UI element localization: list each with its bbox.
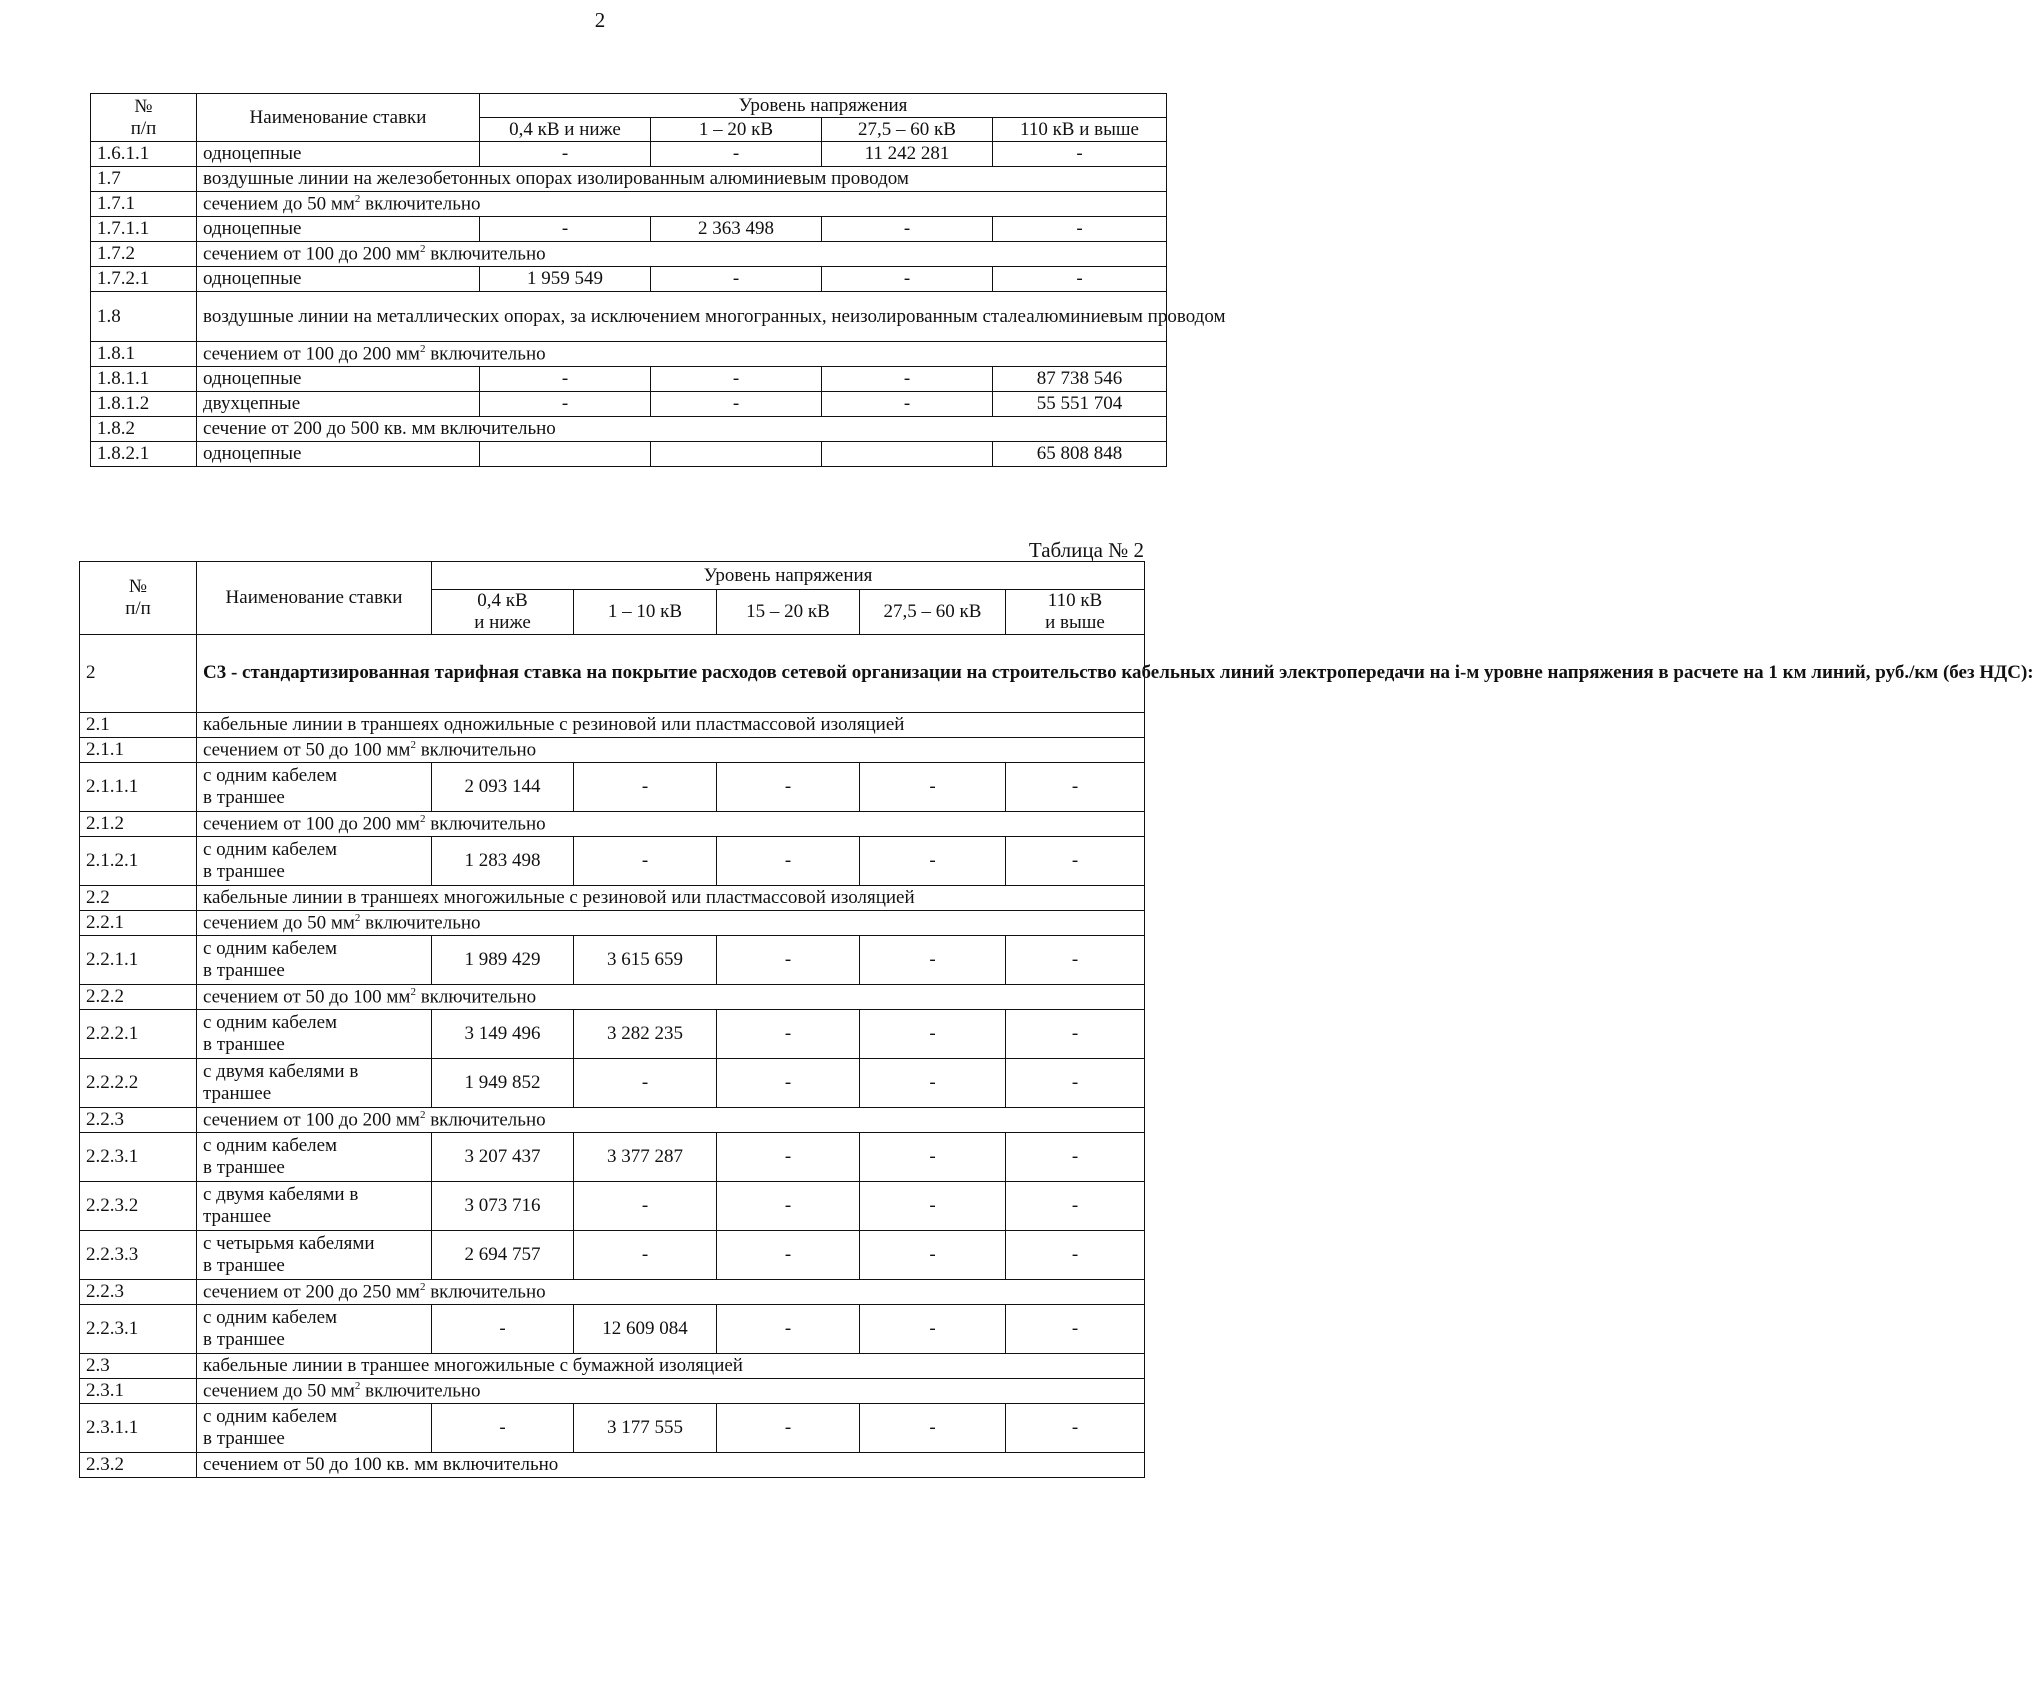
rate-value: -: [822, 367, 993, 392]
rate-value: -: [860, 762, 1006, 811]
rate-value: -: [822, 267, 993, 292]
table-row: [80, 885, 1145, 910]
table-row: [91, 267, 1167, 292]
header-voltage-group: Уровень напряжения: [432, 562, 1145, 590]
table-row: [80, 1132, 1145, 1181]
rate-value: -: [860, 1230, 1006, 1279]
table-row: [80, 1353, 1145, 1378]
rate-value: -: [651, 142, 822, 167]
row-description: воздушные линии на металлических опорах, за исключением многогранных, неизолированным сталеалюминиевым проводом: [197, 292, 1167, 342]
row-number: 2.2.3.1: [80, 1132, 197, 1181]
rate-name: двухцепные: [197, 392, 480, 417]
rate-value: 87 738 546: [993, 367, 1167, 392]
rate-value: -: [860, 1132, 1006, 1181]
table-row: [91, 392, 1167, 417]
header-voltage-level: 0,4 кВ и ниже: [480, 118, 651, 142]
rate-value: 3 177 555: [574, 1403, 717, 1452]
row-number: 1.7.2: [91, 242, 197, 267]
table-row: [80, 836, 1145, 885]
rate-value: -: [1006, 1058, 1145, 1107]
section-title: С3 - стандартизированная тарифная ставка на покрытие расходов сетевой организации на строительство кабельных линий электропередачи на i-м уровне напряжения в расчете на 1 км линий, руб./км (без НДС):: [197, 634, 1145, 712]
header-voltage-level: 27,5 – 60 кВ: [822, 118, 993, 142]
row-description: сечением от 100 до 200 $мм^2$ включительно: [197, 811, 1145, 836]
rate-value: 2 363 498: [651, 217, 822, 242]
rate-value: -: [574, 1058, 717, 1107]
rate-name: одноцепные: [197, 267, 480, 292]
row-number: 2.2.2.2: [80, 1058, 197, 1107]
header-name: Наименование ставки: [197, 94, 480, 142]
rate-value: 3 615 659: [574, 935, 717, 984]
table-row: [80, 1304, 1145, 1353]
row-description: сечением от 50 до 100 $мм^2$ включительно: [197, 984, 1145, 1009]
table-row: [80, 712, 1145, 737]
header-num: № п/п: [91, 94, 197, 142]
rate-value: -: [717, 1304, 860, 1353]
rate-value: -: [717, 1058, 860, 1107]
table-row: [80, 984, 1145, 1009]
table-row: [91, 367, 1167, 392]
table-row: [80, 1378, 1145, 1403]
rate-value: 1 283 498: [432, 836, 574, 885]
table-row: [80, 1452, 1145, 1477]
rate-name: с одним кабелем в траншее: [197, 935, 432, 984]
table-row: [80, 1403, 1145, 1452]
table-row: [91, 217, 1167, 242]
header-voltage-level: 1 – 20 кВ: [651, 118, 822, 142]
table-row: [80, 1107, 1145, 1132]
table-row: [80, 935, 1145, 984]
row-number: 1.6.1.1: [91, 142, 197, 167]
row-description: кабельные линии в траншеях одножильные с резиновой или пластмассовой изоляцией: [197, 712, 1145, 737]
rate-name: с одним кабелем в траншее: [197, 1132, 432, 1181]
rate-value: -: [993, 142, 1167, 167]
row-number: 2.2.3: [80, 1107, 197, 1132]
table-row: [91, 417, 1167, 442]
header-voltage-level: 15 – 20 кВ: [717, 590, 860, 635]
row-number: 2.1.2.1: [80, 836, 197, 885]
rate-value: -: [1006, 836, 1145, 885]
row-description: сечением от 50 до 100 $мм^2$ включительно: [197, 737, 1145, 762]
rate-value: 3 207 437: [432, 1132, 574, 1181]
rate-value: -: [1006, 935, 1145, 984]
table-row: [80, 1230, 1145, 1279]
table-row: [91, 292, 1167, 342]
row-number: 1.8.1: [91, 342, 197, 367]
rate-name: одноцепные: [197, 217, 480, 242]
row-number: 2.1.2: [80, 811, 197, 836]
rate-value: [480, 442, 651, 467]
table-row: [80, 1058, 1145, 1107]
page-number: 2: [594, 8, 606, 32]
rate-value: -: [717, 1403, 860, 1452]
rate-value: -: [860, 1403, 1006, 1452]
rate-value: -: [860, 836, 1006, 885]
rate-value: -: [822, 217, 993, 242]
table-row: [91, 442, 1167, 467]
row-number: 1.7.2.1: [91, 267, 197, 292]
row-number: 2.2.3.3: [80, 1230, 197, 1279]
rate-value: [651, 442, 822, 467]
row-number: 2: [80, 634, 197, 712]
rate-value: 1 959 549: [480, 267, 651, 292]
row-number: 1.8.2.1: [91, 442, 197, 467]
table-row: [80, 910, 1145, 935]
table-row: [80, 737, 1145, 762]
rate-value: [822, 442, 993, 467]
rates-table-1: [90, 93, 1226, 467]
rate-value: -: [651, 267, 822, 292]
rate-value: -: [1006, 762, 1145, 811]
rate-value: -: [860, 1009, 1006, 1058]
rate-value: -: [993, 267, 1167, 292]
row-number: 1.7.1: [91, 192, 197, 217]
row-number: 1.7: [91, 167, 197, 192]
rate-value: -: [717, 762, 860, 811]
table-row: [91, 342, 1167, 367]
rate-value: -: [651, 392, 822, 417]
rate-value: -: [717, 836, 860, 885]
rate-value: -: [717, 935, 860, 984]
table-row: [80, 634, 1145, 712]
row-number: 1.8.2: [91, 417, 197, 442]
rate-value: -: [993, 217, 1167, 242]
rate-value: 3 149 496: [432, 1009, 574, 1058]
rate-value: -: [480, 367, 651, 392]
row-number: 2.1.1.1: [80, 762, 197, 811]
rate-value: -: [717, 1181, 860, 1230]
rates-table-2: [79, 561, 2034, 1478]
rate-value: -: [480, 142, 651, 167]
row-number: 2.2.2: [80, 984, 197, 1009]
rate-value: -: [480, 392, 651, 417]
row-number: 2.2.1.1: [80, 935, 197, 984]
rate-value: -: [1006, 1304, 1145, 1353]
rate-name: с одним кабелем в траншее: [197, 762, 432, 811]
rate-name: одноцепные: [197, 142, 480, 167]
row-description: кабельные линии в траншеях многожильные с резиновой или пластмассовой изоляцией: [197, 885, 1145, 910]
rate-value: 3 073 716: [432, 1181, 574, 1230]
rate-name: с одним кабелем в траншее: [197, 1403, 432, 1452]
row-description: сечением от 100 до 200 $мм^2$ включительно: [197, 242, 1167, 267]
rate-value: -: [574, 1181, 717, 1230]
rate-value: -: [1006, 1132, 1145, 1181]
header-voltage-level: 27,5 – 60 кВ: [860, 590, 1006, 635]
header-voltage-level: 1 – 10 кВ: [574, 590, 717, 635]
row-number: 2.3: [80, 1353, 197, 1378]
row-number: 2.2: [80, 885, 197, 910]
rate-value: -: [717, 1230, 860, 1279]
rate-value: -: [574, 1230, 717, 1279]
table-row: [80, 762, 1145, 811]
row-number: 2.2.1: [80, 910, 197, 935]
header-voltage-group: Уровень напряжения: [480, 94, 1167, 118]
rate-value: -: [860, 935, 1006, 984]
rate-name: с двумя кабелями в траншее: [197, 1058, 432, 1107]
row-number: 2.2.3: [80, 1279, 197, 1304]
rate-value: 1 949 852: [432, 1058, 574, 1107]
row-description: сечением от 50 до 100 кв. мм включительно: [197, 1452, 1145, 1477]
rate-value: -: [1006, 1009, 1145, 1058]
row-number: 2.3.1: [80, 1378, 197, 1403]
row-number: 2.2.3.1: [80, 1304, 197, 1353]
rate-value: 2 093 144: [432, 762, 574, 811]
table-row: [91, 242, 1167, 267]
row-number: 1.8.1.1: [91, 367, 197, 392]
row-description: сечением от 100 до 200 $мм^2$ включительно: [197, 1107, 1145, 1132]
rate-value: -: [1006, 1230, 1145, 1279]
rate-value: 11 242 281: [822, 142, 993, 167]
row-number: 2.2.3.2: [80, 1181, 197, 1230]
header-row: [80, 562, 1145, 590]
header-voltage-level: 110 кВ и выше: [1006, 590, 1145, 635]
rate-name: с двумя кабелями в траншее: [197, 1181, 432, 1230]
rate-value: -: [717, 1132, 860, 1181]
rate-name: одноцепные: [197, 442, 480, 467]
rate-value: -: [574, 762, 717, 811]
rate-value: 55 551 704: [993, 392, 1167, 417]
rate-name: с одним кабелем в траншее: [197, 1009, 432, 1058]
rate-value: -: [1006, 1403, 1145, 1452]
header-voltage-level: 110 кВ и выше: [993, 118, 1167, 142]
header-voltage-level: 0,4 кВ и ниже: [432, 590, 574, 635]
rate-value: -: [432, 1403, 574, 1452]
row-number: 2.3.1.1: [80, 1403, 197, 1452]
rate-value: -: [860, 1304, 1006, 1353]
rate-value: -: [432, 1304, 574, 1353]
row-description: сечением до 50 $мм^2$ включительно: [197, 910, 1145, 935]
rate-name: с одним кабелем в траншее: [197, 1304, 432, 1353]
rate-name: с одним кабелем в траншее: [197, 836, 432, 885]
row-description: воздушные линии на железобетонных опорах изолированным алюминиевым проводом: [197, 167, 1167, 192]
row-number: 1.8: [91, 292, 197, 342]
header-row: [91, 94, 1167, 118]
row-description: сечением до 50 $мм^2$ включительно: [197, 192, 1167, 217]
table-row: [91, 142, 1167, 167]
rate-name: с четырьмя кабелями в траншее: [197, 1230, 432, 1279]
table-row: [80, 1009, 1145, 1058]
row-number: 2.3.2: [80, 1452, 197, 1477]
row-number: 2.1.1: [80, 737, 197, 762]
table-row: [80, 1279, 1145, 1304]
row-number: 1.7.1.1: [91, 217, 197, 242]
row-number: 2.1: [80, 712, 197, 737]
row-description: кабельные линии в траншее многожильные с бумажной изоляцией: [197, 1353, 1145, 1378]
row-number: 2.2.2.1: [80, 1009, 197, 1058]
rate-value: -: [717, 1009, 860, 1058]
rate-value: -: [1006, 1181, 1145, 1230]
rate-value: 2 694 757: [432, 1230, 574, 1279]
rate-value: -: [860, 1058, 1006, 1107]
header-num: № п/п: [80, 562, 197, 635]
row-description: сечением от 100 до 200 $мм^2$ включительно: [197, 342, 1167, 367]
row-description: сечением от 200 до 250 $мм^2$ включительно: [197, 1279, 1145, 1304]
rate-value: -: [480, 217, 651, 242]
rate-value: -: [651, 367, 822, 392]
rate-value: -: [574, 836, 717, 885]
table-row: [80, 1181, 1145, 1230]
row-number: 1.8.1.2: [91, 392, 197, 417]
rate-value: 65 808 848: [993, 442, 1167, 467]
header-name: Наименование ставки: [197, 562, 432, 635]
table-caption: Таблица № 2: [1028, 538, 1144, 562]
rate-value: 3 377 287: [574, 1132, 717, 1181]
rate-value: 1 989 429: [432, 935, 574, 984]
row-description: сечение от 200 до 500 кв. мм включительно: [197, 417, 1167, 442]
rate-value: 12 609 084: [574, 1304, 717, 1353]
rate-name: одноцепные: [197, 367, 480, 392]
rate-value: 3 282 235: [574, 1009, 717, 1058]
table-row: [91, 192, 1167, 217]
rate-value: -: [860, 1181, 1006, 1230]
rate-value: -: [822, 392, 993, 417]
table-row: [80, 811, 1145, 836]
row-description: сечением до 50 $мм^2$ включительно: [197, 1378, 1145, 1403]
table-row: [91, 167, 1167, 192]
